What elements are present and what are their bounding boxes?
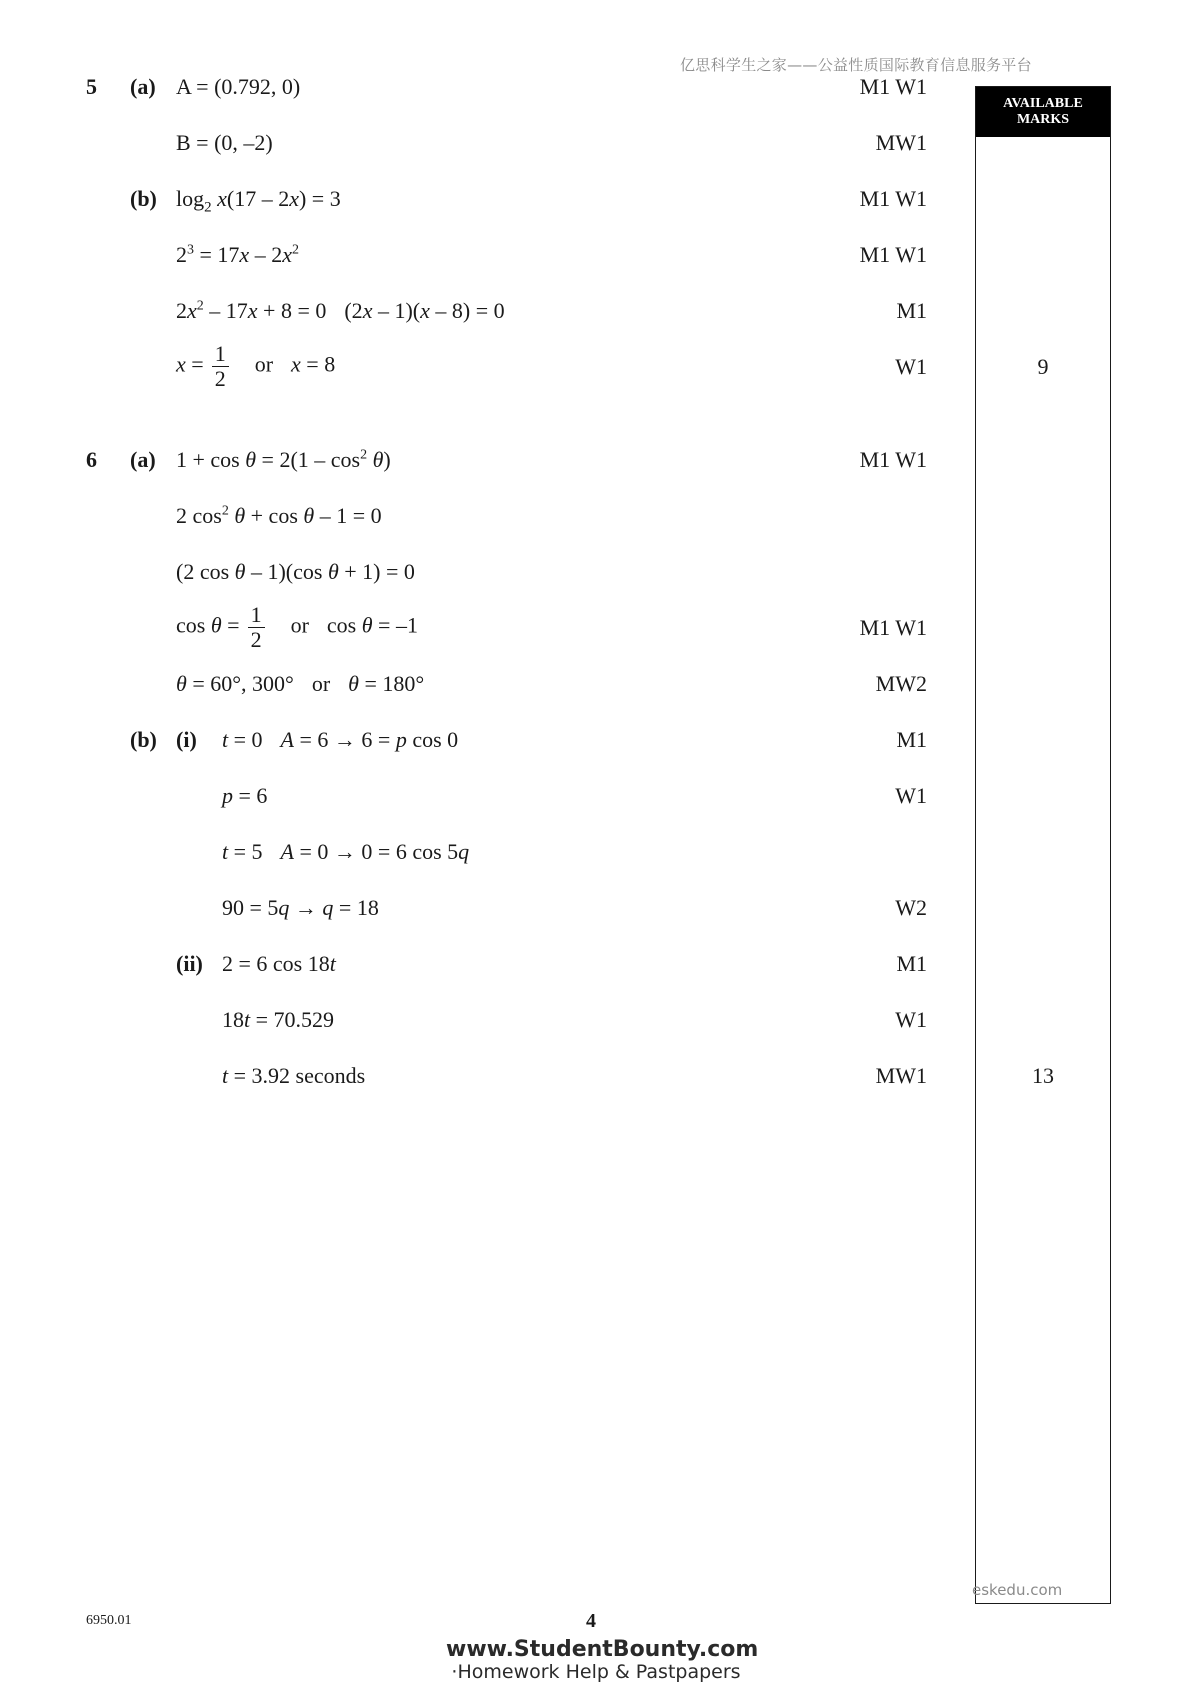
q6-a-row-4 bbox=[0, 602, 1191, 652]
working: $2^3 = 17x - 2x^2$ bbox=[176, 242, 299, 267]
header-line-1: AVAILABLE bbox=[1003, 96, 1083, 111]
mark: M1 bbox=[896, 298, 927, 323]
mark: M1 W1 bbox=[859, 242, 927, 267]
part-label: (a) bbox=[130, 74, 156, 99]
studentbounty-tagline: ·Homework Help & Pastpapers bbox=[451, 1661, 741, 1683]
q6-bi-row-4 bbox=[0, 895, 1191, 929]
watermark-eskedu: eskedu.com bbox=[972, 1581, 1063, 1599]
working: t = 0 A = 6 → 6 = p cos 0 bbox=[222, 727, 459, 752]
header-line-2: MARKS bbox=[1016, 112, 1070, 127]
working: p = 6 bbox=[222, 783, 268, 808]
mark: M1 W1 bbox=[859, 615, 927, 640]
studentbounty-logo bbox=[446, 1637, 759, 1683]
mark: M1 bbox=[896, 727, 927, 752]
q6-bi-row-1 bbox=[0, 727, 1191, 761]
working: 2 $\cos^2 \theta + \cos \theta - 1 = 0$ bbox=[176, 503, 382, 528]
working: t = 3.92 seconds bbox=[222, 1063, 366, 1088]
working: $1 + \cos \theta = 2(1 - \cos^2 \theta)$ bbox=[176, 447, 391, 472]
subpart-label: (ii) bbox=[176, 951, 203, 976]
studentbounty-url: www.StudentBounty.com bbox=[446, 1637, 759, 1662]
part-label: (b) bbox=[130, 186, 157, 211]
working: $\log_2 x(17 - 2x) = 3$ bbox=[176, 186, 341, 216]
mark: M1 W1 bbox=[859, 447, 927, 472]
q6-bii-row-1 bbox=[0, 951, 1191, 985]
q6-bi-row-3 bbox=[0, 839, 1191, 873]
question-number: 5 bbox=[86, 74, 97, 99]
q5-a-row-2 bbox=[0, 130, 1191, 164]
mark: W2 bbox=[895, 895, 927, 920]
watermark-top: 亿思科学生之家——公益性质国际教育信息服务平台 bbox=[680, 56, 1032, 74]
q6-bi-row-2 bbox=[0, 783, 1191, 817]
page-number: 4 bbox=[586, 1610, 596, 1632]
working: 18t = 70.529 bbox=[222, 1007, 335, 1032]
q5-b-row-3 bbox=[0, 298, 1191, 332]
question-number: 6 bbox=[86, 447, 97, 472]
q5-a-row-1 bbox=[0, 74, 1191, 108]
available-marks-total: 13 bbox=[1032, 1063, 1054, 1088]
q6-bii-row-2 bbox=[0, 1007, 1191, 1041]
part-label: (b) bbox=[130, 727, 157, 752]
q6-bii-row-3 bbox=[0, 1063, 1191, 1097]
paper-code: 6950.01 bbox=[86, 1613, 132, 1628]
working: 2 = 6 cos 18t bbox=[222, 951, 336, 976]
q6-a-row-1 bbox=[0, 447, 1191, 481]
working: $2x^2 - 17x + 8 = 0$ (2x – 1)(x – 8) = 0 bbox=[176, 298, 505, 323]
mark: W1 bbox=[895, 1007, 927, 1032]
mark: M1 W1 bbox=[859, 186, 927, 211]
mark: W1 bbox=[895, 354, 927, 379]
mark: M1 W1 bbox=[859, 74, 927, 99]
q6-a-row-3 bbox=[0, 559, 1191, 593]
fraction: $\frac{1}{2}$ bbox=[248, 603, 265, 652]
q5-b-row-4 bbox=[0, 341, 1191, 391]
working: t = 5 A = 0 → 0 = 6 cos 5q bbox=[222, 839, 470, 864]
working: cos θ = $\frac{1}{2}$ or cos θ = –1 bbox=[176, 602, 418, 652]
q5-b-row-2 bbox=[0, 242, 1191, 276]
working: 90 = 5q → q = 18 bbox=[222, 895, 379, 920]
working: (2 cos θ – 1)(cos θ + 1) = 0 bbox=[176, 559, 415, 584]
working: θ = 60°, 300° or θ = 180° bbox=[176, 671, 425, 696]
mark: W1 bbox=[895, 783, 927, 808]
working: x = $\frac{1}{2}$ or x = 8 bbox=[176, 341, 336, 391]
working: B = (0, –2) bbox=[176, 130, 273, 155]
available-marks-total: 9 bbox=[1037, 354, 1049, 379]
q6-a-row-5 bbox=[0, 671, 1191, 705]
fraction: $\frac{1}{2}$ bbox=[212, 342, 229, 391]
mark: MW1 bbox=[875, 130, 927, 155]
subpart-label: (i) bbox=[176, 727, 197, 752]
mark: MW2 bbox=[875, 671, 927, 696]
part-label: (a) bbox=[130, 447, 156, 472]
q6-a-row-2 bbox=[0, 503, 1191, 537]
mark: M1 bbox=[896, 951, 927, 976]
working: A = (0.792, 0) bbox=[176, 74, 301, 99]
mark: MW1 bbox=[875, 1063, 927, 1088]
q5-b-row-1 bbox=[0, 186, 1191, 220]
